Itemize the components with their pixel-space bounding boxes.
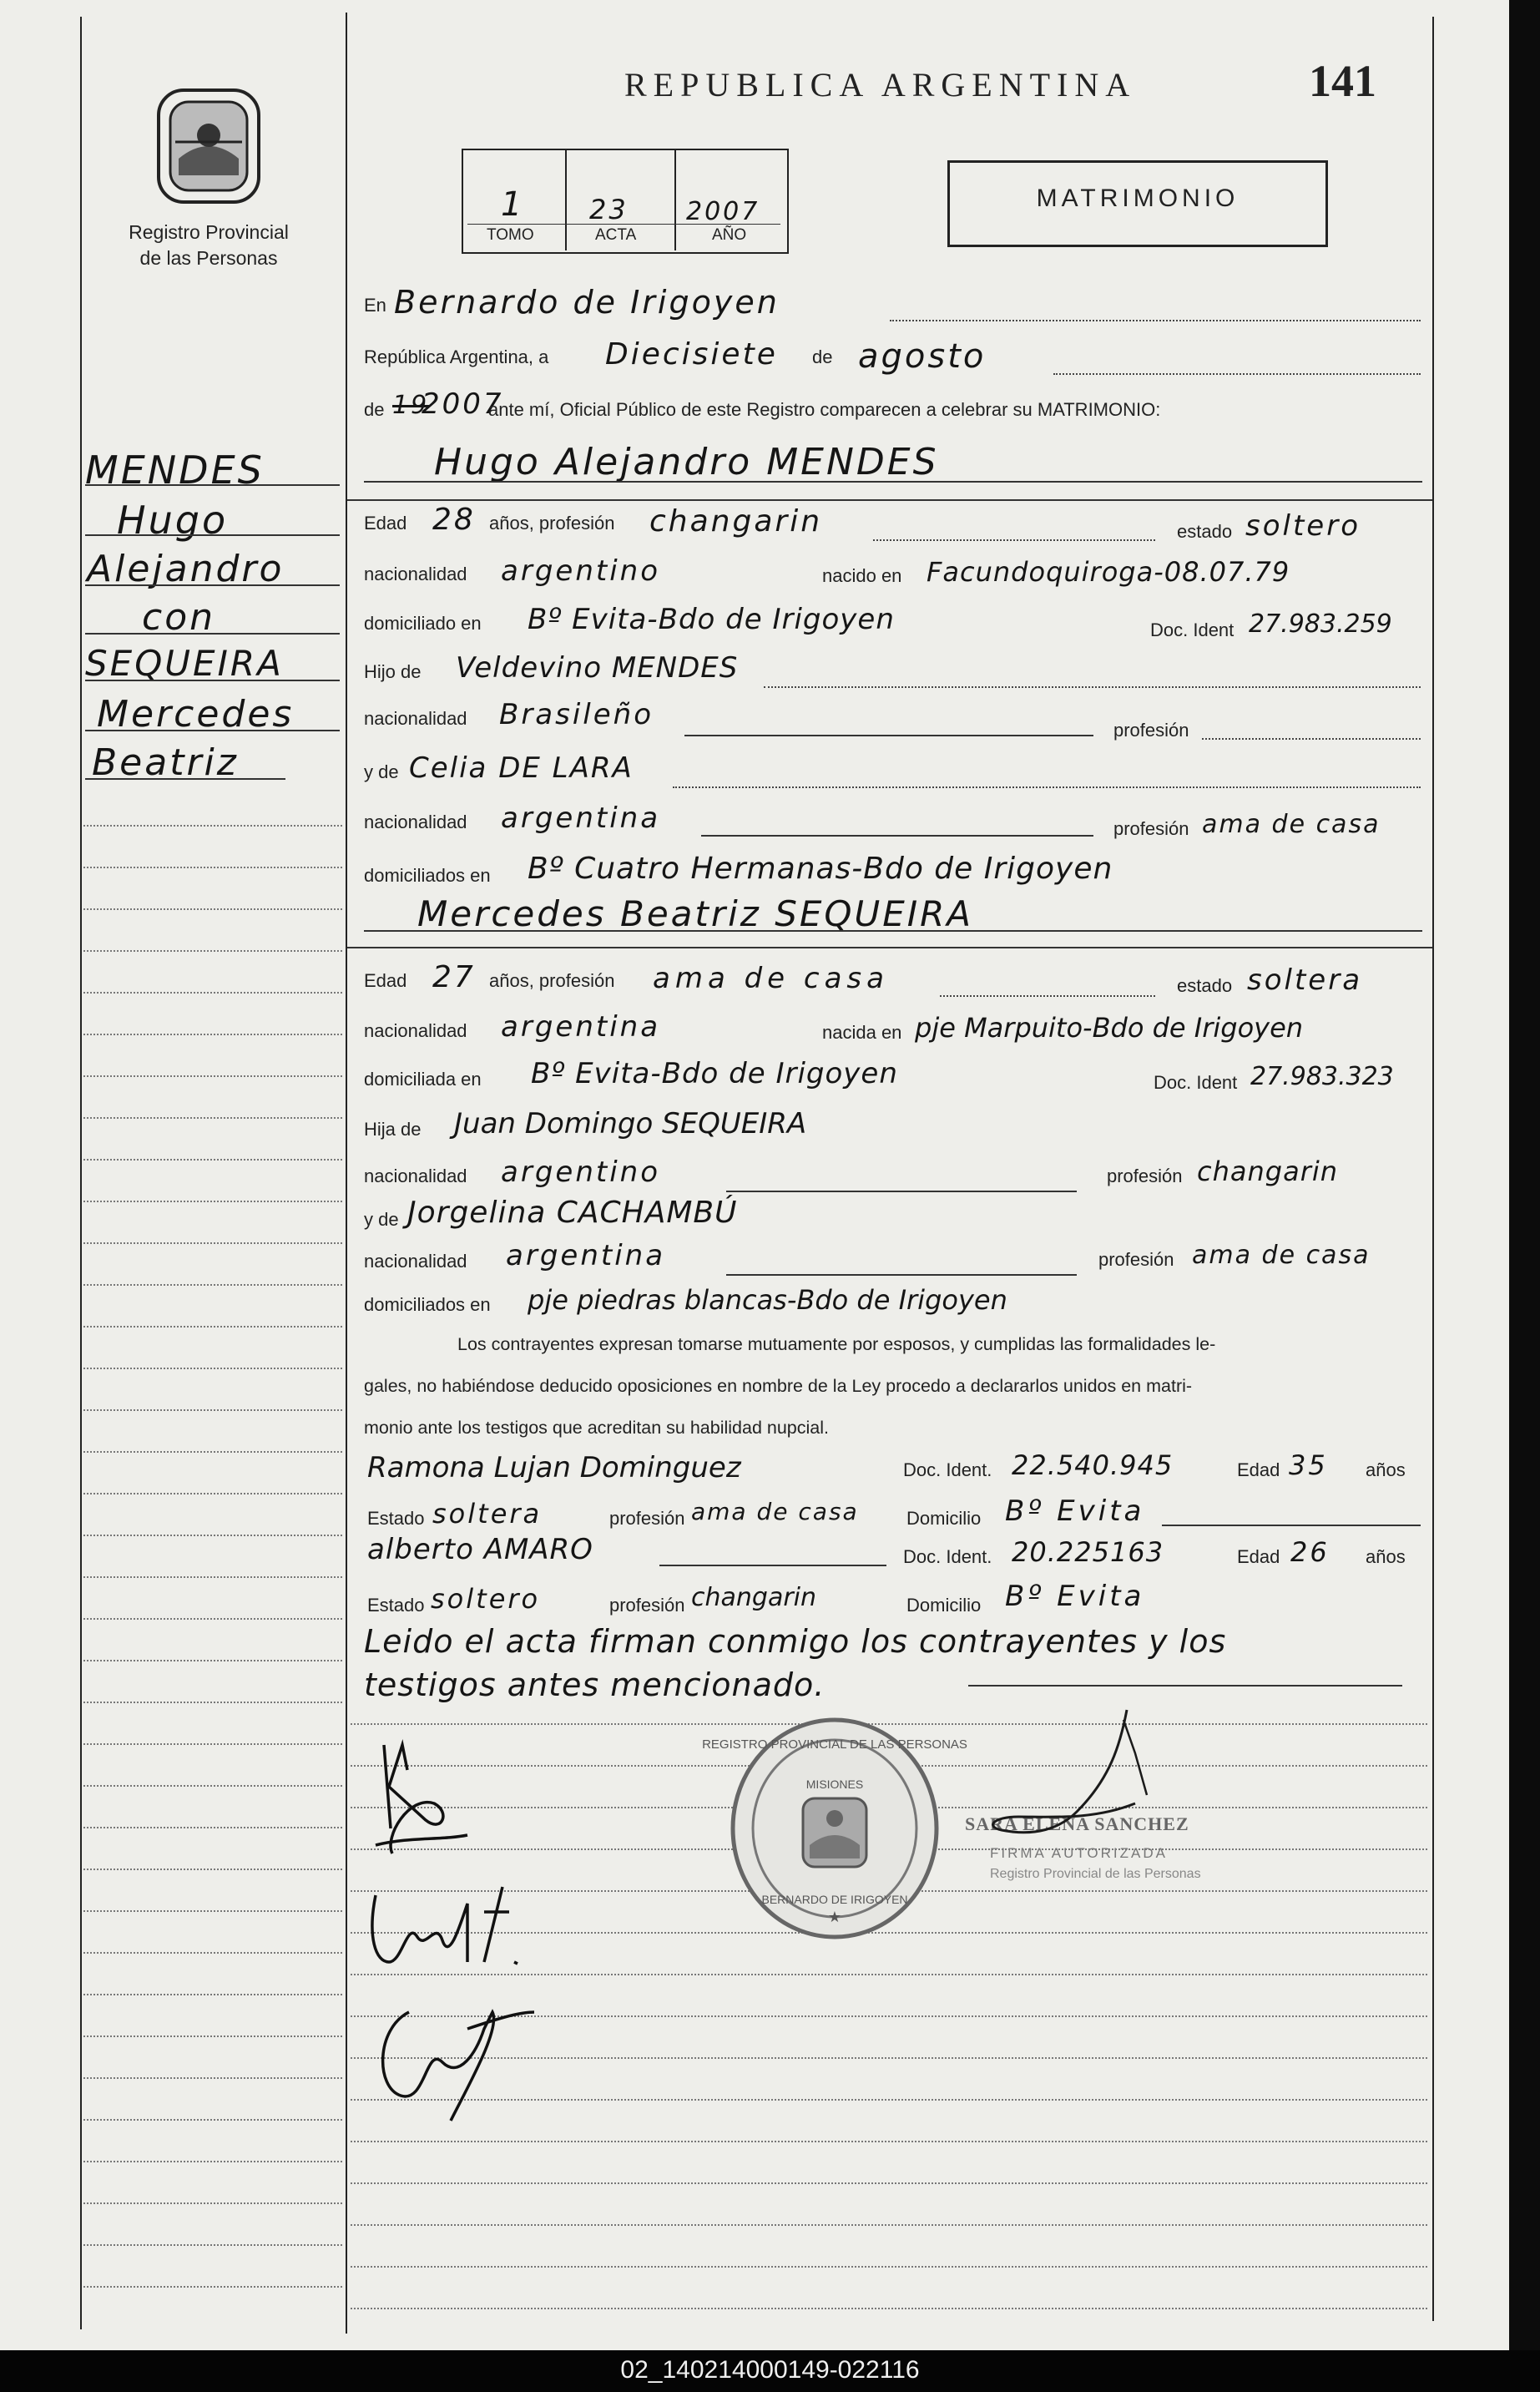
official-signature — [968, 1703, 1177, 1853]
margin-ruled-line — [83, 825, 342, 828]
bride-doc: 27.983.323 — [1250, 1062, 1394, 1091]
margin-ruled-line — [83, 867, 342, 870]
dotted-line — [873, 539, 1155, 541]
groom-mother-profession: ama de casa — [1202, 810, 1381, 839]
groom-name: Hugo Alejandro MENDES — [434, 441, 939, 483]
margin-underline — [85, 584, 340, 586]
groom-nat-label: nacionalidad — [364, 564, 467, 584]
margin-ruled-line — [83, 1409, 342, 1413]
witness1-marital-status: soltera — [432, 1498, 543, 1530]
margin-ruled-line — [83, 1994, 342, 1997]
witness2-marital-status: soltero — [431, 1583, 541, 1615]
margin-ruled-line — [83, 1869, 342, 1872]
country-heading: REPUBLICA ARGENTINA — [624, 66, 1137, 104]
underline — [684, 735, 1093, 736]
main-ruled-line — [351, 2308, 1427, 2311]
intro-de-label-2: de — [364, 399, 385, 420]
margin-ruled-line — [83, 2244, 342, 2248]
column-divider — [346, 13, 347, 2334]
main-ruled-line — [351, 2141, 1427, 2144]
margin-underline — [85, 680, 340, 681]
registry-name-line2: de las Personas — [139, 247, 278, 269]
margin-ruled-line — [83, 1827, 342, 1830]
underline — [968, 1685, 1402, 1687]
witness2-age: 26 — [1290, 1536, 1330, 1568]
witness2-estado-label: Estado — [367, 1595, 425, 1616]
margin-ruled-line — [83, 2202, 342, 2206]
witness1-prof-label: profesión — [609, 1508, 685, 1529]
margin-note-name3: Mercedes — [97, 693, 295, 736]
margin-ruled-line — [83, 1201, 342, 1204]
groom-nationality: argentino — [501, 554, 660, 588]
record-box-divider — [565, 150, 567, 250]
bride-address: Bº Evita-Bdo de Irigoyen — [531, 1057, 898, 1090]
bride-marital-status: soltera — [1247, 963, 1363, 997]
groom-estado-label: estado — [1177, 521, 1233, 542]
witness1-edad-label: Edad — [1237, 1459, 1280, 1480]
margin-ruled-line — [83, 1075, 342, 1079]
intro-republic-label: República Argentina, a — [364, 346, 549, 367]
bride-birthplace: pje Marpuito-Bdo de Irigoyen — [915, 1012, 1304, 1044]
margin-ruled-line — [83, 2077, 342, 2081]
margin-note-name1: Hugo — [117, 498, 229, 543]
bride-mother-nationality: argentina — [506, 1239, 666, 1272]
margin-ruled-line — [83, 1910, 342, 1914]
groom-profession: changarin — [649, 504, 823, 539]
anio-label: AÑO — [712, 226, 747, 244]
intro-de-label: de — [812, 346, 833, 367]
margin-ruled-line — [83, 950, 342, 953]
margin-ruled-line — [83, 1660, 342, 1663]
bride-estado-label: estado — [1177, 975, 1233, 996]
groom-address: Bº Evita-Bdo de Irigoyen — [528, 603, 895, 636]
closing-line1: Leido el acta firman conmigo los contrayentes y los — [364, 1623, 1227, 1660]
round-seal-stamp — [702, 1712, 967, 1962]
margin-ruled-line — [83, 2119, 342, 2122]
groom-hijo-label: Hijo de — [364, 661, 422, 682]
signature-1 — [359, 1737, 543, 1862]
margin-note-surname: MENDES — [85, 448, 265, 493]
groom-mother-nat-label: nacionalidad — [364, 812, 467, 832]
main-ruled-line — [351, 2182, 1427, 2186]
groom-doc-label: Doc. Ident — [1150, 619, 1235, 640]
dotted-line — [673, 786, 1421, 788]
margin-ruled-line — [83, 1242, 342, 1246]
margin-ruled-line — [83, 1702, 342, 1705]
bride-parents-dom-label: domiciliados en — [364, 1294, 491, 1315]
dotted-line — [764, 686, 1421, 688]
margin-underline — [85, 484, 340, 486]
margin-ruled-line — [83, 1576, 342, 1580]
bride-profession: ama de casa — [653, 962, 889, 995]
margin-underline — [85, 534, 340, 536]
seal-misiones-text: MISIONES — [805, 1778, 864, 1791]
margin-ruled-line — [83, 1326, 342, 1329]
margin-ruled-line — [83, 1493, 342, 1496]
groom-edad-label: Edad — [364, 513, 407, 534]
official-title: FIRMA AUTORIZADA — [990, 1845, 1168, 1861]
underline — [726, 1191, 1077, 1192]
left-margin-line — [80, 17, 82, 2329]
section-rule — [347, 947, 1432, 948]
groom-mother: Celia DE LARA — [409, 751, 634, 785]
underline — [1162, 1525, 1421, 1526]
file-id: 02_140214000149-022116 — [620, 2356, 920, 2384]
bride-age: 27 — [432, 960, 476, 994]
dotted-line — [1202, 738, 1421, 740]
declaration-line3: monio ante los testigos que acreditan su habilidad nupcial. — [364, 1418, 829, 1438]
bride-yde-label: y de — [364, 1209, 399, 1230]
margin-note-name4: Beatriz — [92, 741, 239, 784]
margin-ruled-line — [83, 1618, 342, 1621]
margin-ruled-line — [83, 2286, 342, 2289]
bride-doc-label: Doc. Ident — [1154, 1072, 1238, 1093]
bride-parents-address: pje piedras blancas-Bdo de Irigoyen — [528, 1284, 1007, 1316]
margin-ruled-line — [83, 908, 342, 912]
margin-ruled-line — [83, 1159, 342, 1162]
registry-name-line1: Registro Provincial — [129, 221, 289, 243]
groom-mother-prof-label: profesión — [1113, 818, 1189, 839]
place: Bernardo de Irigoyen — [394, 284, 780, 321]
witness1-age: 35 — [1289, 1449, 1328, 1481]
groom-marital-status: soltero — [1245, 509, 1361, 543]
tomo-label: TOMO — [487, 226, 534, 244]
margin-ruled-line — [83, 1034, 342, 1037]
record-box-divider — [674, 150, 676, 250]
seal-inner-text: BERNARDO DE IRIGOYEN — [761, 1893, 908, 1906]
tomo-value: 1 — [501, 185, 525, 224]
bride-mother-profession: ama de casa — [1192, 1241, 1371, 1270]
signature-2 — [359, 1870, 543, 1979]
underline — [726, 1274, 1077, 1276]
groom-father: Veldevino MENDES — [456, 651, 739, 685]
declaration-line2: gales, no habiéndose deducido oposiciones en nombre de la Ley procedo a declararlos unidos en matri- — [364, 1376, 1193, 1396]
bride-hija-label: Hija de — [364, 1119, 422, 1140]
anio-value: 2007 — [686, 197, 760, 226]
margin-ruled-line — [83, 1368, 342, 1371]
bride-father-prof-label: profesión — [1107, 1166, 1183, 1186]
witness1-dom-label: Domicilio — [906, 1508, 982, 1529]
witness1-profession: ama de casa — [691, 1498, 859, 1525]
section-rule — [347, 499, 1432, 501]
bride-name: Mercedes Beatriz SEQUEIRA — [417, 893, 974, 934]
margin-ruled-line — [83, 1785, 342, 1788]
page-edge-shadow — [1509, 0, 1540, 2350]
witness1-doc-label: Doc. Ident. — [903, 1459, 992, 1480]
bride-dom-label: domiciliada en — [364, 1069, 482, 1090]
witness1-name: Ramona Lujan Dominguez — [367, 1451, 741, 1484]
groom-parents-dom-label: domiciliados en — [364, 865, 491, 886]
margin-underline — [85, 633, 340, 635]
margin-note-name2: Alejandro — [87, 548, 285, 590]
groom-father-nat-label: nacionalidad — [364, 708, 467, 729]
margin-ruled-line — [83, 1743, 342, 1747]
bride-father-nationality: argentino — [501, 1156, 660, 1189]
bride-nacida-label: nacida en — [822, 1022, 902, 1043]
margin-ruled-line — [83, 1451, 342, 1454]
day: Diecisiete — [605, 337, 778, 372]
official-name: SARA ELENA SANCHEZ — [965, 1813, 1189, 1834]
groom-mother-nationality: argentina — [501, 802, 661, 835]
underline — [659, 1565, 886, 1566]
bride-anios-label: años, profesión — [489, 970, 615, 991]
bride-name-line — [364, 930, 1422, 932]
main-ruled-line — [351, 2224, 1427, 2228]
groom-anios-label: años, profesión — [489, 513, 615, 534]
closing-line2: testigos antes mencionado. — [364, 1666, 826, 1703]
svg-text:★: ★ — [827, 1909, 842, 1926]
bride-mother: Jorgelina CACHAMBÚ — [407, 1196, 738, 1230]
groom-doc: 27.983.259 — [1249, 609, 1392, 639]
witness2-dom-label: Domicilio — [906, 1595, 982, 1616]
groom-nacido-label: nacido en — [822, 565, 902, 586]
seal-round-text: REGISTRO PROVINCIAL DE LAS PERSONAS — [702, 1737, 967, 1752]
official-registry: Registro Provincial de las Personas — [990, 1867, 1201, 1881]
groom-father-prof-label: profesión — [1113, 720, 1189, 741]
bride-mother-prof-label: profesión — [1098, 1249, 1174, 1270]
witness2-prof-label: profesión — [609, 1595, 685, 1616]
groom-birthplace: Facundoquiroga-08.07.79 — [927, 556, 1290, 588]
act-type: MATRIMONIO — [1036, 185, 1240, 212]
margin-ruled-line — [83, 1284, 342, 1287]
witness1-doc: 22.540.945 — [1012, 1449, 1174, 1481]
province-emblem — [150, 83, 267, 209]
bride-edad-label: Edad — [364, 970, 407, 991]
bride-mother-nat-label: nacionalidad — [364, 1251, 467, 1272]
bride-father: Juan Domingo SEQUEIRA — [454, 1107, 807, 1140]
dotted-line — [940, 995, 1155, 997]
margin-ruled-line — [83, 1952, 342, 1955]
margin-ruled-line — [83, 1117, 342, 1120]
witness1-estado-label: Estado — [367, 1508, 425, 1529]
year-struck: 19 — [392, 391, 430, 420]
witness2-profession: changarin — [691, 1583, 817, 1612]
bride-nat-label: nacionalidad — [364, 1020, 467, 1041]
bride-father-nat-label: nacionalidad — [364, 1166, 467, 1186]
margin-underline — [85, 778, 285, 780]
dotted-line — [890, 320, 1421, 321]
underline — [701, 835, 1093, 837]
right-margin-line — [1432, 17, 1434, 2321]
witness2-address: Bº Evita — [1005, 1580, 1145, 1613]
page-number: 141 — [1309, 56, 1376, 106]
groom-father-nationality: Brasileño — [499, 698, 654, 731]
witness2-doc: 20.225163 — [1012, 1536, 1164, 1568]
year: 2007 — [422, 387, 504, 421]
record-box-rule — [467, 224, 780, 225]
margin-underline — [85, 730, 340, 731]
witness2-name: alberto AMARO — [367, 1533, 593, 1566]
main-ruled-line — [351, 2266, 1427, 2269]
dotted-line — [1053, 373, 1421, 375]
margin-ruled-line — [83, 1535, 342, 1538]
bride-father-profession: changarin — [1197, 1156, 1339, 1187]
groom-parents-address: Bº Cuatro Hermanas-Bdo de Irigoyen — [528, 852, 1113, 886]
margin-ruled-line — [83, 992, 342, 995]
groom-dom-label: domiciliado en — [364, 613, 482, 634]
appearance-text: ante mí, Oficial Público de este Registro comparecen a celebrar su MATRIMONIO: — [488, 399, 1161, 420]
bride-nationality: argentina — [501, 1010, 661, 1044]
intro-en-label: En — [364, 295, 386, 316]
margin-ruled-line — [83, 2161, 342, 2164]
acta-label: ACTA — [595, 226, 637, 244]
groom-yde-label: y de — [364, 761, 399, 782]
groom-age: 28 — [432, 503, 476, 537]
month: agosto — [858, 337, 987, 376]
witness2-edad-label: Edad — [1237, 1546, 1280, 1567]
margin-ruled-line — [83, 2035, 342, 2039]
acta-value: 23 — [589, 194, 629, 225]
signature-3 — [367, 1995, 551, 2129]
witness2-doc-label: Doc. Ident. — [903, 1546, 992, 1567]
witness1-anios-label: años — [1366, 1459, 1406, 1480]
witness1-address: Bº Evita — [1005, 1494, 1145, 1528]
margin-note-surname2: SEQUEIRA — [85, 643, 284, 684]
margin-note-con: con — [142, 596, 215, 639]
declaration-line1: Los contrayentes expresan tomarse mutuamente por esposos, y cumplidas las formalidades le- — [457, 1334, 1216, 1354]
groom-name-line — [364, 481, 1422, 483]
witness2-anios-label: años — [1366, 1546, 1406, 1567]
